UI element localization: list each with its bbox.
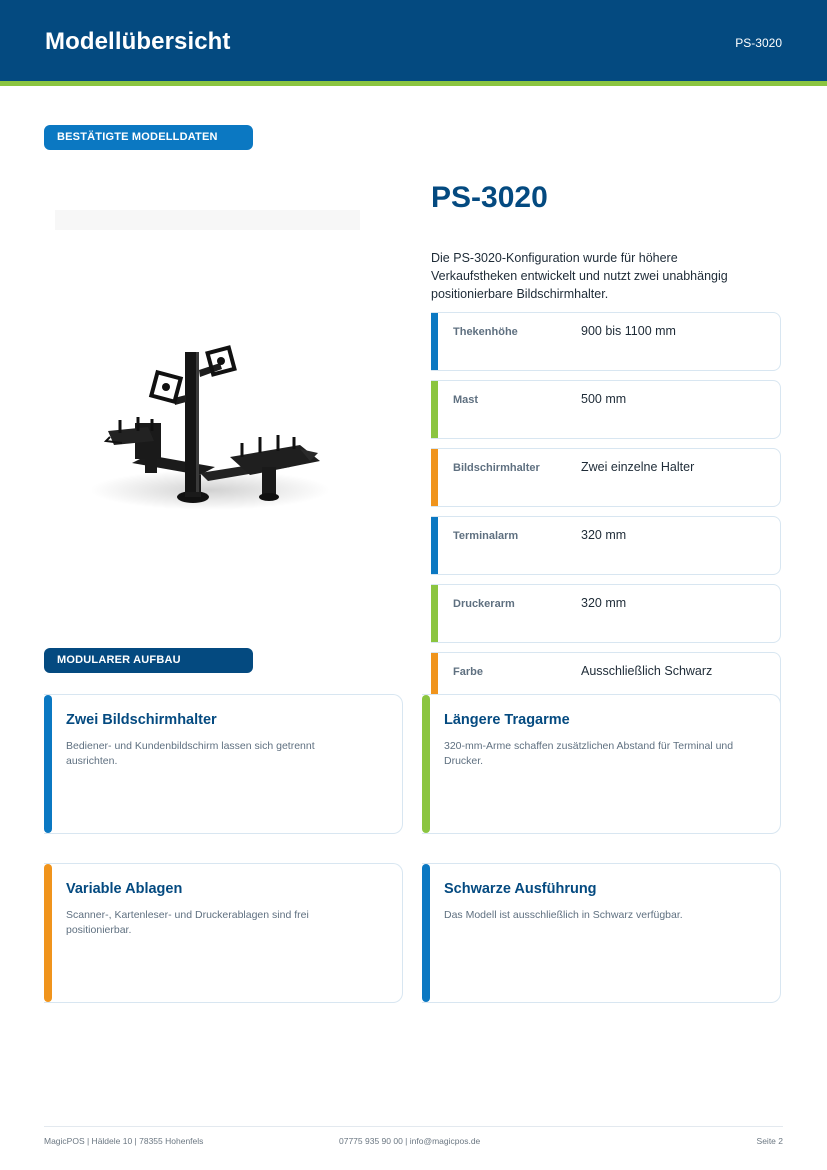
footer-company: MagicPOS | Häldele 10 | 78355 Hohenfels — [44, 1136, 204, 1146]
page-title: Modellübersicht — [45, 28, 231, 55]
spec-label: Thekenhöhe — [453, 326, 518, 338]
spec-value: 320 mm — [581, 528, 627, 542]
spec-accent-bar — [431, 517, 438, 574]
footer-contact: 07775 935 90 00 | info@magicpos.de — [339, 1136, 481, 1146]
feature-card-variable-trays — [44, 863, 403, 1003]
spec-label: Mast — [453, 394, 479, 406]
footer-divider — [44, 1126, 783, 1127]
spec-row-terminal-arm — [431, 516, 781, 575]
spec-value: 500 mm — [581, 392, 627, 406]
model-description: Die PS-3020-Konfiguration wurde für höhere Verkaufstheken entwickelt und nutzt zwei unabhängig positionierbare Bildschirmhalter. — [431, 251, 728, 301]
card-text: Scanner-, Kartenleser- und Druckerablagen sind frei positionierbar. — [66, 909, 309, 936]
spec-row-screen-holder — [431, 448, 781, 507]
card-text: Das Modell ist ausschließlich in Schwarz verfügbar. — [444, 909, 683, 921]
card-accent-bar — [422, 695, 430, 833]
spec-accent-bar — [431, 585, 438, 642]
spec-label: Farbe — [453, 666, 483, 678]
header-model-code: PS-3020 — [735, 36, 782, 50]
model-title: PS-3020 — [431, 181, 548, 214]
feature-card-black-finish — [422, 863, 781, 1003]
footer-page-number: Seite 2 — [756, 1136, 783, 1146]
spec-row-printer-arm — [431, 584, 781, 643]
spec-accent-bar — [431, 313, 438, 370]
card-accent-bar — [44, 864, 52, 1002]
section-label-confirmed: BESTÄTIGTE MODELLDATEN — [44, 125, 253, 150]
header-accent-stripe — [0, 81, 827, 86]
product-stand-image — [50, 205, 365, 535]
spec-value: 900 bis 1100 mm — [581, 324, 676, 338]
feature-card-dual-screens — [44, 694, 403, 834]
card-title: Zwei Bildschirmhalter — [66, 712, 217, 728]
card-title: Schwarze Ausführung — [444, 881, 597, 897]
feature-card-longer-arms — [422, 694, 781, 834]
page-header — [0, 0, 827, 81]
spec-accent-bar — [431, 449, 438, 506]
spec-label: Bildschirmhalter — [453, 462, 540, 474]
spec-row-counter-height — [431, 312, 781, 371]
spec-label: Terminalarm — [453, 530, 519, 542]
card-accent-bar — [44, 695, 52, 833]
card-text: Bediener- und Kundenbildschirm lassen sich getrennt ausrichten. — [66, 740, 315, 767]
spec-label: Druckerarm — [453, 598, 515, 610]
spec-accent-bar — [431, 381, 438, 438]
card-title: Variable Ablagen — [66, 881, 183, 897]
spec-value: 320 mm — [581, 596, 627, 610]
product-photo — [50, 205, 365, 535]
card-title: Längere Tragarme — [444, 712, 570, 728]
spec-row-mast — [431, 380, 781, 439]
section-label-modular: MODULARER AUFBAU — [44, 648, 253, 673]
card-accent-bar — [422, 864, 430, 1002]
spec-value: Zwei einzelne Halter — [581, 460, 695, 474]
card-text: 320-mm-Arme schaffen zusätzlichen Abstand für Terminal und Drucker. — [444, 740, 734, 767]
spec-value: Ausschließlich Schwarz — [581, 664, 713, 678]
